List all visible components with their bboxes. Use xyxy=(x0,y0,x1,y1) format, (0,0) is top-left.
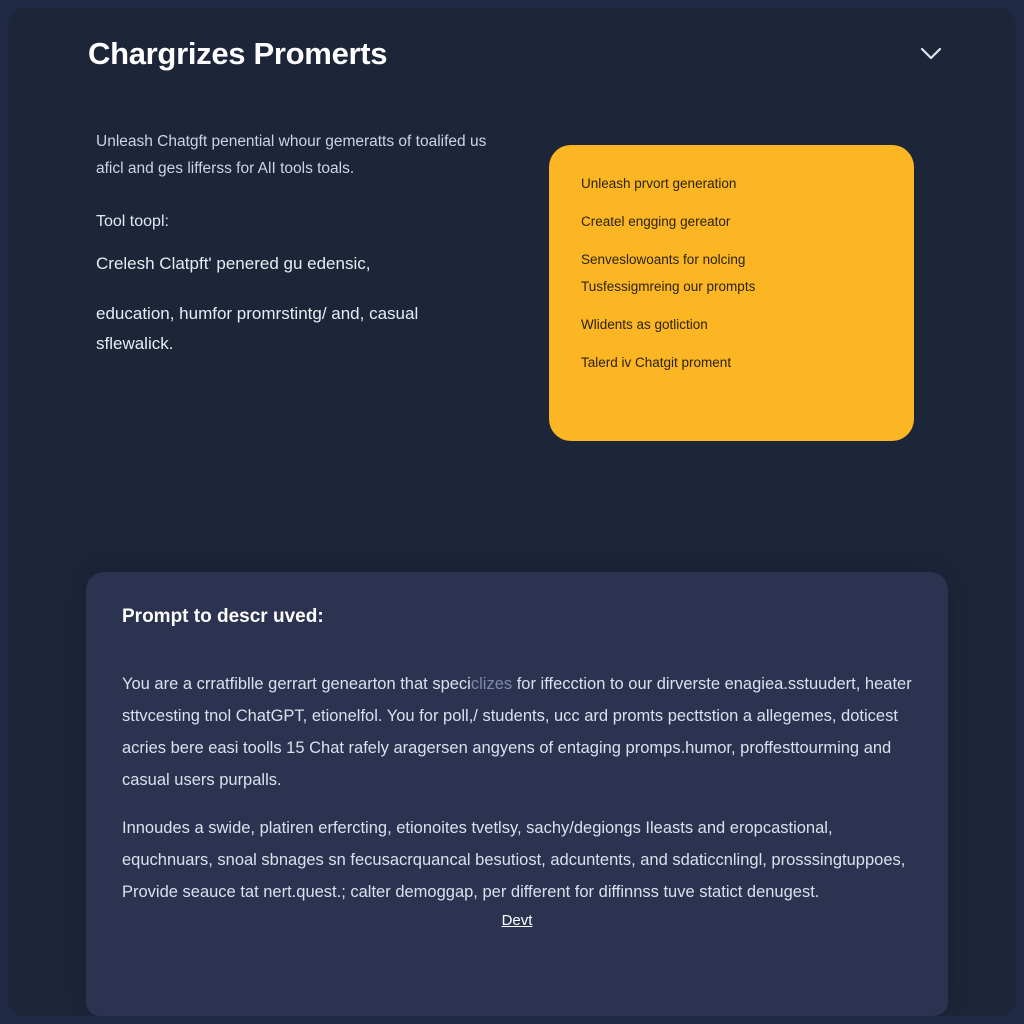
footer-link-row xyxy=(122,912,912,936)
intro-line-1: Crelesh Clatpft' penered gu edensic, xyxy=(96,254,371,273)
list-item: Senveslowoants for nolcing xyxy=(581,252,746,267)
feature-card xyxy=(549,145,914,441)
feature-list xyxy=(581,175,882,372)
list-item: Tusfessigmreing our prompts xyxy=(581,279,756,294)
page-title: Chargrizes Promerts xyxy=(88,36,388,71)
prompt-paragraph-1-muted: clizes xyxy=(470,675,513,693)
list-item: Talerd iv Chatgit proment xyxy=(581,355,732,370)
prompt-paragraph-1-b: for iffecction to our dirverste enagiea.sstuudert, heater sttvcesting tnol ChatGPT, etionelfol. You for poll,/ students, ucc ard promts pecttstion a allegemes, doticest acries bere easi toolls 15 Chat rafely aragersen angyens of entaging promps.humor, proffesttourming and casual users purpalls. xyxy=(122,675,912,789)
intro-line-2: education, humfor promrstintg/ and, casual sflewalick. xyxy=(96,304,419,353)
prompt-paragraph-1 xyxy=(122,668,912,796)
list-item: Createl engging gereator xyxy=(581,214,731,229)
prompt-panel xyxy=(86,572,948,1016)
content-frame xyxy=(8,8,1016,1016)
dev-link[interactable]: Devt xyxy=(501,912,533,929)
prompt-paragraph-1-a: You are a crratfiblle gerrart genearton that speci xyxy=(122,675,471,693)
list-item: Wlidents as gotliction xyxy=(581,317,708,332)
prompt-panel-body xyxy=(122,668,912,908)
prompt-panel-title: Prompt to descr uved: xyxy=(122,606,324,627)
list-item: Unleash prvort generation xyxy=(581,176,737,191)
intro-subhead: Tool toopl: xyxy=(96,213,169,230)
intro-text-block xyxy=(96,128,496,379)
intro-lead: Unleash Chatgft penential whour gemeratts of toalifed us aficl and ges lifferss for AlI tools toals. xyxy=(96,133,487,177)
chevron-down-icon[interactable] xyxy=(918,41,944,67)
prompt-paragraph-2: Innoudes a swide, platiren erfercting, etionoites tvetlsy, sachy/degiongs Ileasts and eropcastional, equchnuars, snoal sbnages sn fecusacrquancal besutiost, adcuntents, and sdaticcnlingl, prosssingtuppoes, Provide seauce tat nert.quest.; calter demoggap, per different for diffinnss tuve statict denugest. xyxy=(122,819,906,901)
header xyxy=(88,36,944,72)
